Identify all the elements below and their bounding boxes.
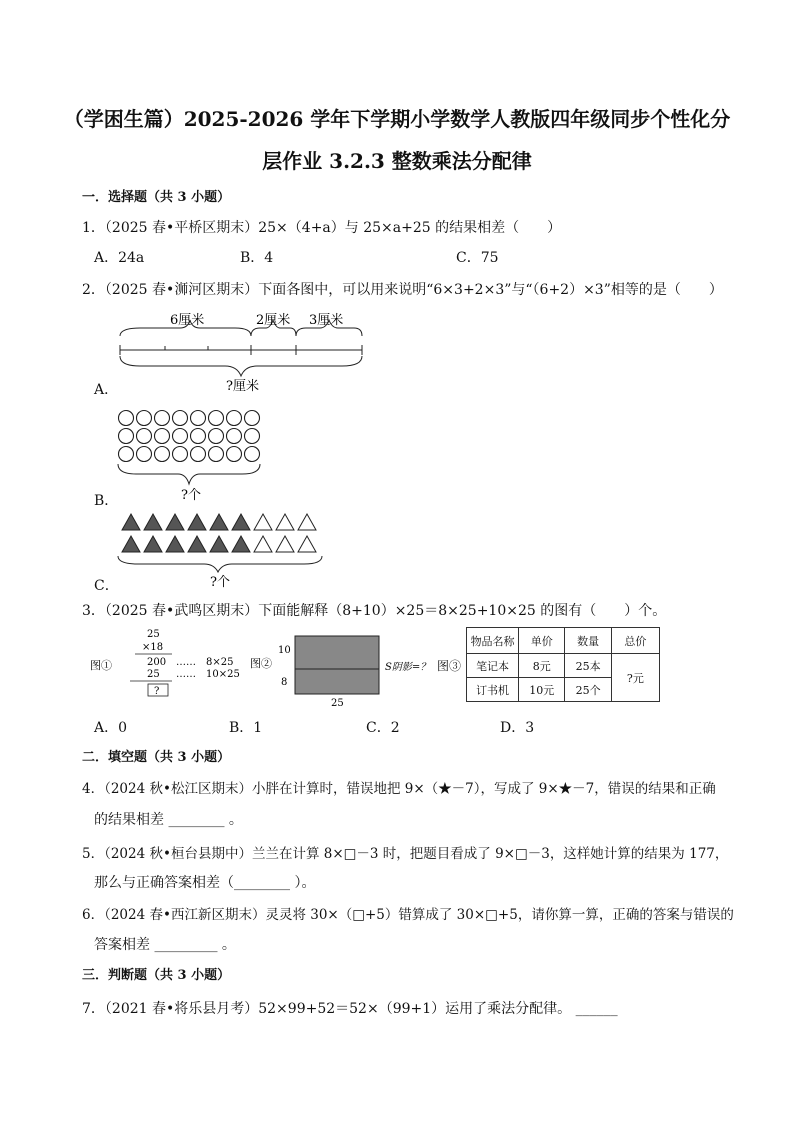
fig1-multiplicand: 25 [147, 629, 160, 640]
q2-option-b-label: B． [94, 493, 119, 509]
fig1-partial-2: 25 [147, 669, 160, 680]
fig2-label: 图② [250, 657, 272, 670]
fig1-label: 图① [90, 659, 112, 672]
fig2-area-label: S阴影=？ [385, 662, 430, 673]
title-line-1: （学困生篇）2025-2026 学年下学期小学数学人教版四年级同步个性化分 [63, 107, 731, 131]
q3-figure-2 [250, 634, 430, 710]
q3-option-c: C．2 [366, 720, 400, 736]
q2-option-a-label: A． [94, 382, 119, 398]
fig2-height-2: 8 [281, 677, 288, 688]
circles-total-label: ?个 [181, 488, 201, 502]
triangle-rows [122, 514, 316, 552]
question-1: 1．（2025 春•平桥区期末）25×（4+a）与 25×a+25 的结果相差（ ） [82, 220, 562, 236]
section-judge-heading: 三．判断题（共 3 小题） [82, 968, 231, 983]
table-cell: 订书机 [467, 678, 519, 702]
circle-grid [119, 411, 260, 462]
fig2-height-1: 10 [278, 645, 291, 656]
seg-label-3cm: 3厘米 [309, 313, 344, 328]
table-cell: 8元 [519, 654, 565, 678]
q3-option-b: B．1 [229, 720, 263, 736]
q2-option-b-diagram [112, 406, 272, 502]
q1-option-a: A．24a [94, 250, 145, 266]
question-7: 7．（2021 春•将乐县月考）52×99+52＝52×（99+1）运用了乘法分配律。 ______ [82, 1001, 618, 1017]
table-header: 总价 [611, 628, 659, 654]
brace-triangles [118, 556, 322, 572]
table-cell: 25本 [565, 654, 611, 678]
q2-option-c-label: C． [94, 578, 119, 594]
seg-label-6cm: 6厘米 [170, 313, 205, 328]
question-3: 3．（2025 春•武鸣区期末）下面能解释（8+10）×25＝8×25+10×25 的图有（ ）个。 [82, 603, 667, 619]
table-cell: 10元 [519, 678, 565, 702]
section-fill-heading: 二．填空题（共 3 小题） [82, 750, 231, 765]
triangles-total-label: ?个 [210, 575, 230, 588]
question-5-line-2: 那么与正确答案相差（________ ）。 [94, 875, 316, 891]
q3-option-a: A．0 [94, 720, 128, 736]
fig3-label: 图③ [437, 659, 462, 673]
fig1-result: ? [154, 686, 160, 697]
section-choice-heading: 一．选择题（共 3 小题） [82, 190, 231, 205]
fig1-note-2: …… 10×25 [176, 669, 240, 680]
title-line-2: 层作业 3.2.3 整数乘法分配律 [262, 149, 532, 173]
question-6-line-1: 6．（2024 春•西江新区期末）灵灵将 30×（□+5）错算成了 30×□+5，请你算一算，正确的答案与错误的 [82, 907, 734, 923]
fig2-rectangle [295, 636, 379, 694]
question-6-line-2: 答案相差 _________ 。 [94, 937, 236, 953]
q2-option-a-diagram [110, 306, 370, 396]
seg-label-2cm: 2厘米 [256, 313, 291, 328]
question-2: 2．（2025 春•浉河区期末）下面各图中，可以用来说明“6×3+2×3”与“（6+2）×3”相等的是（ ） [82, 282, 723, 298]
q1-option-b: B．4 [240, 250, 274, 266]
table-cell: 笔记本 [467, 654, 519, 678]
q2-option-c-diagram [112, 508, 332, 588]
table-header: 单价 [519, 628, 565, 654]
table-header: 数量 [565, 628, 611, 654]
fig1-multiplier: ×18 [142, 642, 164, 653]
fig1-partial-1: 200 [147, 657, 167, 668]
q1-option-c: C．75 [456, 250, 499, 266]
table-cell: 25个 [565, 678, 611, 702]
fig2-width: 25 [331, 698, 344, 709]
q3-figure-1 [90, 624, 250, 702]
brace-total [120, 356, 362, 376]
question-5-line-1: 5．（2024 秋•桓台县期中）兰兰在计算 8×□－3 时，把题目看成了 9×□－3，这样她计算的结果为 177， [82, 846, 729, 862]
q3-option-d: D．3 [500, 720, 535, 736]
question-4-line-2: 的结果相差 ________ 。 [94, 812, 243, 828]
brace-circles [118, 464, 260, 484]
table-header: 物品名称 [467, 628, 519, 654]
seg-label-total: ?厘米 [226, 379, 259, 394]
question-4-line-1: 4．（2024 秋•松江区期末）小胖在计算时，错误地把 9×（★－7），写成了 9×★－7，错误的结果和正确 [82, 781, 716, 797]
q3-figure-3-table [466, 627, 660, 702]
table-cell-total: ?元 [611, 654, 659, 702]
fig1-note-1: …… 8×25 [176, 657, 234, 668]
